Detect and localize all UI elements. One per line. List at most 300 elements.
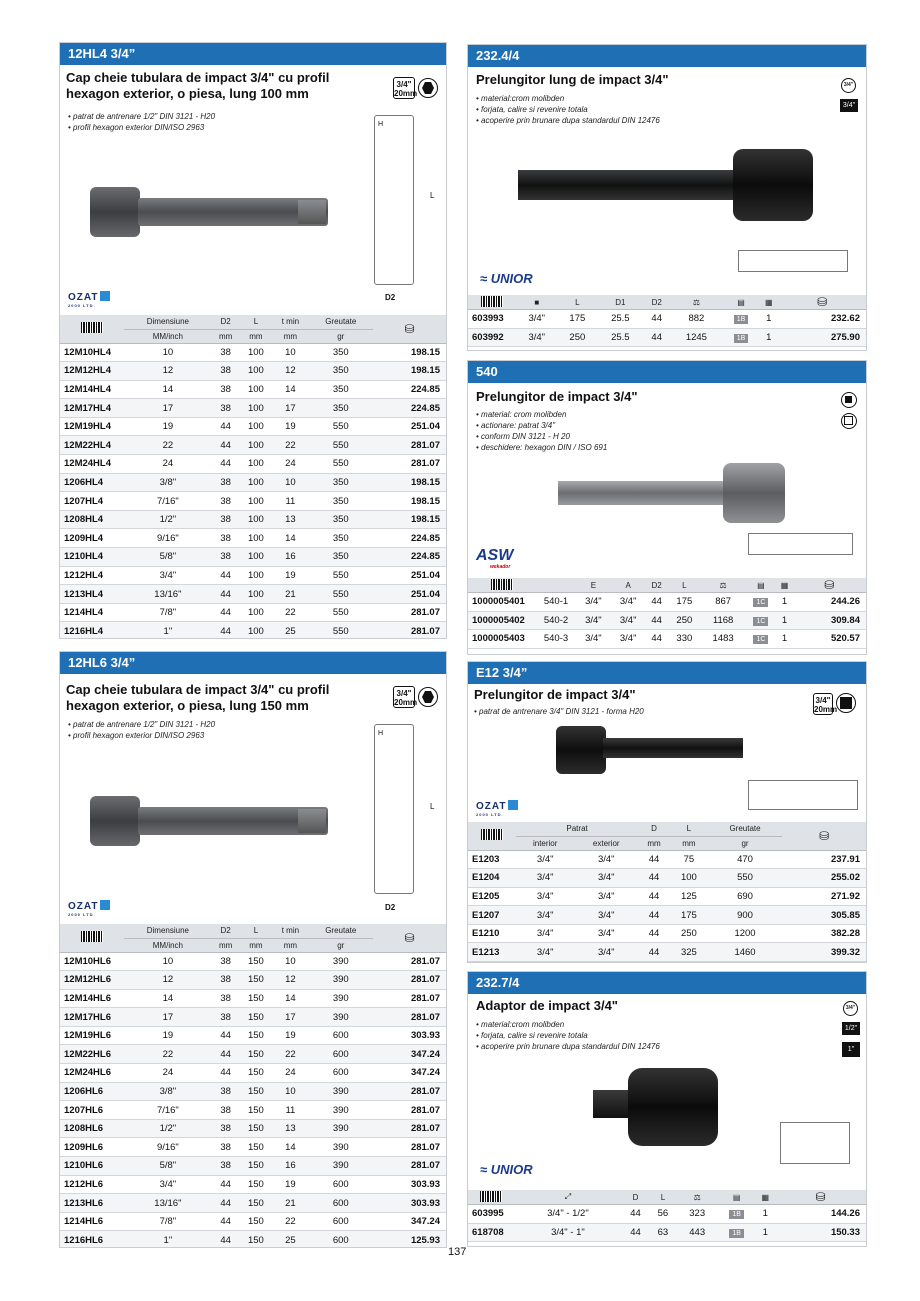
table-row [60, 603, 446, 622]
table-cell: 281.07 [373, 989, 446, 1008]
table-cell: 12M24HL6 [60, 1064, 124, 1083]
table-cell: 198.15 [373, 473, 446, 492]
table-cell: 14 [272, 529, 308, 548]
table-cell: 100 [239, 622, 272, 639]
table-cell: 3/4" [576, 593, 611, 612]
table-cell: 350 [308, 380, 373, 399]
table-cell: 281.07 [373, 436, 446, 455]
table-cell: 550 [708, 869, 782, 888]
table-cell: 21 [272, 1194, 308, 1213]
table-cell: 44 [212, 1231, 240, 1248]
table-row [468, 887, 866, 906]
table-cell: 3/4" [611, 593, 646, 612]
table-row [60, 362, 446, 381]
table-cell: 24 [272, 1064, 308, 1083]
table-cell: 600 [308, 1026, 373, 1045]
feature-list: • material: crom molibden • actionare: patrat 3/4" • conform DIN 3121 - H 20 • deschidere: hexagon DIN / ISO 691 [476, 410, 608, 452]
size-badge: 1" [842, 1042, 860, 1057]
feature-list: • patrat de antrenare 1/2" DIN 3121 - H20 • profil hexagon exterior DIN/ISO 2963 [68, 720, 216, 740]
table-cell: 38 [212, 399, 240, 418]
table-cell: 390 [308, 1157, 373, 1176]
section-header: 232.7/4 [468, 972, 866, 994]
table-cell: 1208HL6 [60, 1119, 124, 1138]
table-cell: 271.92 [782, 887, 866, 906]
size-badge: 3/4" 20mm [393, 77, 415, 99]
price-icon: ⛁ [775, 1190, 866, 1205]
product-title: Cap cheie tubulara de impact 3/4" cu profil hexagon exterior, o piesa, lung 150 mm [66, 682, 330, 713]
table-cell: 399.32 [782, 943, 866, 962]
table-cell: 17 [124, 399, 212, 418]
price-icon: ⛁ [373, 924, 446, 952]
technical-drawing [374, 724, 414, 894]
weight-icon: ⚖ [670, 295, 723, 310]
table-cell: 618708 [468, 1223, 514, 1242]
table-cell: 600 [308, 1175, 373, 1194]
table-cell: 38 [212, 952, 240, 971]
table-cell: 22 [272, 603, 308, 622]
table-cell: 350 [308, 492, 373, 511]
table-cell: 443 [677, 1223, 718, 1242]
price-table: ■ L D1 D2 ⚖ ▤ ▦ ⛁ 603993 3/4" 175 25.5 44 882 1B 1 232.62 603992 3/4" 250 25.5 44 1245 1B 1 275.90 [468, 295, 866, 347]
table-cell: 281.07 [373, 1101, 446, 1120]
technical-drawing [748, 533, 853, 555]
extension-head [723, 463, 785, 523]
table-cell: 100 [670, 869, 708, 888]
table-cell: 150 [239, 1026, 272, 1045]
table-cell: 38 [212, 343, 240, 362]
table-cell [745, 630, 776, 649]
table-row [60, 622, 446, 639]
table-cell: 603992 [468, 328, 516, 347]
table-cell: 22 [272, 1045, 308, 1064]
ozat-logo: OZAT 2000 LTD. [476, 800, 518, 817]
table-cell: 150 [239, 1045, 272, 1064]
product-title: Cap cheie tubulara de impact 3/4" cu profil hexagon exterior, o piesa, lung 100 mm [66, 70, 330, 101]
table-row [60, 1212, 446, 1231]
table-cell: 38 [212, 380, 240, 399]
table-cell: 1/2" [124, 510, 212, 529]
table-cell: 350 [308, 510, 373, 529]
table-cell: 3/4" [611, 611, 646, 630]
table-cell: 1208HL4 [60, 510, 124, 529]
page-number: 137 [448, 1246, 467, 1258]
table-row [60, 952, 446, 971]
table-cell: E1210 [468, 924, 516, 943]
adaptor-image [593, 1090, 633, 1118]
table-cell: 3/8" [124, 473, 212, 492]
table-cell: 12M22HL6 [60, 1045, 124, 1064]
table-row [468, 850, 866, 869]
table-row [60, 548, 446, 567]
section-540 [467, 360, 867, 655]
extension-image [558, 481, 728, 505]
table-cell: 1214HL4 [60, 603, 124, 622]
table-cell: 38 [212, 971, 240, 990]
table-cell: 390 [308, 1101, 373, 1120]
table-cell: 3/4" [516, 310, 558, 329]
table-cell: 1000005403 [468, 630, 536, 649]
table-cell: 198.15 [373, 362, 446, 381]
table-cell: 3/4" [516, 924, 574, 943]
table-cell: 12M10HL4 [60, 343, 124, 362]
table-cell: 330 [668, 630, 701, 649]
square-drive-icon: ■ [516, 295, 558, 310]
table-cell: 44 [212, 1026, 240, 1045]
table-cell: 1210HL6 [60, 1157, 124, 1176]
section-232-4-4 [467, 44, 867, 351]
price-table: Patrat D L Greutate ⛁ interior exterior mm mm gr E1203 3/4" 3/4" 44 75 470 237.91 E1204 3/4" 3/4" 44 100 550 255.02 E1205 3/4" 3/4" 44 125 690 271.92 E1207 3/4" 3/4" 44 175 900 305.85 E1210 3/4" 3/4" 44 250 1200 382.28 E1213 3/4" 3/4" 44 325 1460 399.32 [468, 822, 866, 962]
table-cell: 100 [239, 455, 272, 474]
table-cell: 690 [708, 887, 782, 906]
table-cell: 10 [272, 952, 308, 971]
table-cell: 323 [677, 1205, 718, 1224]
table-cell: 19 [272, 1026, 308, 1045]
table-cell: 100 [239, 492, 272, 511]
table-cell: 250 [668, 611, 701, 630]
table-cell: 150 [239, 1212, 272, 1231]
socket-image [90, 187, 140, 237]
table-cell: 350 [308, 362, 373, 381]
table-cell: 550 [308, 585, 373, 604]
drive-icon: 3/4" [843, 1001, 858, 1016]
table-row [468, 593, 866, 612]
table-cell: 347.24 [373, 1064, 446, 1083]
dim-h: H [378, 730, 384, 737]
table-cell: 24 [272, 455, 308, 474]
table-cell: 550 [308, 417, 373, 436]
table-cell: 16 [272, 1157, 308, 1176]
table-cell: 281.07 [373, 952, 446, 971]
price-table: ⤢ D L ⚖ ▤ ▦ ⛁ 603995 3/4" - 1/2" 44 56 323 1B 1 144.26 618708 3/4" - 1" 44 63 443 1B 1 150.33 [468, 1190, 866, 1242]
table-cell: 237.91 [782, 850, 866, 869]
table-cell: 550 [308, 436, 373, 455]
table-cell: 44 [646, 630, 668, 649]
table-cell: 390 [308, 952, 373, 971]
table-cell: 44 [212, 436, 240, 455]
table-cell: 175 [558, 310, 598, 329]
dim-h: H [378, 121, 384, 128]
table-cell: 867 [701, 593, 745, 612]
table-cell: 3/4" [611, 630, 646, 649]
table-row [468, 943, 866, 962]
table-row [60, 1119, 446, 1138]
table-cell: 470 [708, 850, 782, 869]
table-cell: 100 [239, 585, 272, 604]
table-cell: 390 [308, 1008, 373, 1027]
table-cell: 100 [239, 529, 272, 548]
table-cell: 390 [308, 989, 373, 1008]
table-cell: 38 [212, 1008, 240, 1027]
table-row [60, 1045, 446, 1064]
table-cell: 10 [272, 343, 308, 362]
table-cell: 19 [272, 566, 308, 585]
section-header: 12HL4 3/4” [60, 43, 446, 65]
adaptor-head [628, 1068, 718, 1146]
table-cell: 38 [212, 1082, 240, 1101]
extension-image [518, 170, 738, 200]
table-cell: 882 [670, 310, 723, 329]
table-cell: E1204 [468, 869, 516, 888]
table-cell: 100 [239, 473, 272, 492]
product-title: Adaptor de impact 3/4" [476, 998, 618, 1013]
table-cell: 303.93 [373, 1026, 446, 1045]
table-cell: 150 [239, 1157, 272, 1176]
package-icon: ▤ [718, 1190, 756, 1205]
section-e12 [467, 661, 867, 963]
package-code: 1B [729, 1210, 744, 1219]
technical-drawing [374, 115, 414, 285]
table-row [60, 510, 446, 529]
table-cell: 10 [124, 952, 212, 971]
table-cell: 250 [558, 328, 598, 347]
package-code: 1C [753, 617, 768, 626]
table-cell: 100 [239, 417, 272, 436]
table-cell: 9/16" [124, 1138, 212, 1157]
table-cell: 520.57 [792, 630, 866, 649]
table-cell: 1 [777, 593, 793, 612]
table-cell: 44 [646, 593, 668, 612]
hex-bit [298, 200, 326, 224]
table-cell: 390 [308, 971, 373, 990]
table-cell: 1213HL6 [60, 1194, 124, 1213]
table-cell: 1/2" [124, 1119, 212, 1138]
table-cell: 150 [239, 952, 272, 971]
table-cell: E1205 [468, 887, 516, 906]
table-cell: 7/8" [124, 1212, 212, 1231]
table-cell: 550 [308, 603, 373, 622]
barcode-icon [481, 296, 503, 307]
dim-d2: D2 [385, 903, 396, 912]
table-cell: 44 [638, 924, 670, 943]
table-cell: 63 [649, 1223, 676, 1242]
table-cell: 150 [239, 1082, 272, 1101]
table-cell: 150 [239, 1008, 272, 1027]
table-cell: 1209HL4 [60, 529, 124, 548]
table-cell: 198.15 [373, 492, 446, 511]
table-cell: 1212HL4 [60, 566, 124, 585]
table-cell: 1 [755, 1205, 775, 1224]
table-cell: 350 [308, 399, 373, 418]
technical-drawing [748, 780, 858, 810]
table-cell: 12M12HL4 [60, 362, 124, 381]
table-row [60, 989, 446, 1008]
table-cell: 5/8" [124, 548, 212, 567]
table-cell: 44 [212, 603, 240, 622]
table-cell: 44 [638, 869, 670, 888]
table-cell: 25.5 [597, 328, 643, 347]
table-row [60, 380, 446, 399]
table-cell: 12M14HL6 [60, 989, 124, 1008]
table-row [60, 971, 446, 990]
technical-drawing [780, 1122, 850, 1164]
price-icon: ⛁ [373, 315, 446, 343]
table-cell: 44 [638, 906, 670, 925]
table-cell: 1 [777, 611, 793, 630]
table-row [60, 1138, 446, 1157]
section-header: 232.4/4 [468, 45, 866, 67]
table-cell: 17 [272, 1008, 308, 1027]
table-cell: 25 [272, 1231, 308, 1248]
table-cell: 1216HL4 [60, 622, 124, 639]
product-title: Prelungitor de impact 3/4" [476, 389, 638, 404]
size-badge: 3/4" [840, 99, 858, 112]
table-cell: 309.84 [792, 611, 866, 630]
table-cell: 14 [124, 989, 212, 1008]
table-cell: 12 [272, 971, 308, 990]
table-cell [718, 1223, 756, 1242]
table-cell: 1212HL6 [60, 1175, 124, 1194]
table-cell: 44 [212, 455, 240, 474]
table-cell: 10 [124, 343, 212, 362]
table-cell: 17 [124, 1008, 212, 1027]
table-cell: 550 [308, 622, 373, 639]
package-icon: ▤ [723, 295, 759, 310]
asw-logo: ASW wekador [476, 547, 514, 570]
table-cell: 44 [638, 887, 670, 906]
table-cell: 281.07 [373, 1119, 446, 1138]
square-drive-icon [836, 693, 856, 713]
table-row [60, 1026, 446, 1045]
table-cell: 3/4" [124, 1175, 212, 1194]
table-cell: 12M24HL4 [60, 455, 124, 474]
table-cell: 38 [212, 510, 240, 529]
table-cell: 14 [124, 380, 212, 399]
table-cell: 281.07 [373, 622, 446, 639]
table-cell: 305.85 [782, 906, 866, 925]
table-cell: 390 [308, 1082, 373, 1101]
price-icon: ⛁ [782, 822, 866, 850]
table-row [468, 869, 866, 888]
table-cell: 1000005401 [468, 593, 536, 612]
table-cell: 3/4" [574, 887, 638, 906]
table-cell: 350 [308, 473, 373, 492]
table-cell: 38 [212, 1119, 240, 1138]
table-cell: 900 [708, 906, 782, 925]
table-cell: 44 [638, 943, 670, 962]
table-cell: 44 [212, 417, 240, 436]
table-cell: 38 [212, 473, 240, 492]
table-cell: 224.85 [373, 380, 446, 399]
unior-logo: ≈ UNIOR [480, 1162, 533, 1177]
table-cell: 3/4" [574, 924, 638, 943]
table-cell: 1209HL6 [60, 1138, 124, 1157]
table-row [468, 310, 866, 329]
table-cell: 22 [124, 436, 212, 455]
table-cell: 540-2 [536, 611, 576, 630]
table-row [60, 529, 446, 548]
section-232-7-4 [467, 971, 867, 1247]
table-cell: 44 [212, 566, 240, 585]
hexagon-icon [418, 687, 438, 707]
table-cell: 100 [239, 436, 272, 455]
table-cell: 100 [239, 510, 272, 529]
table-cell: 21 [272, 585, 308, 604]
table-cell: 150 [239, 1194, 272, 1213]
dim-d2: D2 [385, 293, 396, 302]
table-row [60, 473, 446, 492]
table-cell: 1216HL6 [60, 1231, 124, 1248]
table-cell: 19 [124, 417, 212, 436]
table-cell: 44 [212, 1175, 240, 1194]
table-cell: 7/16" [124, 1101, 212, 1120]
table-cell: 1 [759, 328, 778, 347]
table-cell: 1200 [708, 924, 782, 943]
barcode-icon [480, 1191, 502, 1202]
table-cell: 17 [272, 399, 308, 418]
table-cell: 22 [272, 1212, 308, 1231]
product-title: Prelungitor de impact 3/4" [474, 687, 636, 702]
table-cell: 3/4" [516, 850, 574, 869]
square-socket-icon [841, 413, 857, 429]
feature-list: • material:crom molibden • forjata, calire si revenire totala • acoperire prin brunare dupa standardul DIN 12476 [476, 94, 660, 125]
table-cell: 22 [124, 1045, 212, 1064]
table-cell: 3/4" [576, 630, 611, 649]
table-cell: 251.04 [373, 585, 446, 604]
socket-image [90, 796, 140, 846]
table-cell: 14 [272, 1138, 308, 1157]
table-row [468, 924, 866, 943]
table-cell: 1245 [670, 328, 723, 347]
table-cell: 38 [212, 548, 240, 567]
package-code: 1B [734, 334, 749, 343]
table-row [468, 906, 866, 925]
table-cell: 3/4" [124, 566, 212, 585]
table-cell: 350 [308, 548, 373, 567]
table-cell: 100 [239, 603, 272, 622]
package-icon: ▤ [745, 578, 776, 593]
price-table: Dimensiune D2 L t min Greutate ⛁ MM/inch mm mm mm gr 12M10HL4 10 38 100 10 350 198.15 12M12HL4 12 38 100 12 350 198.15 12M14HL4 14 38 100 14 350 224.85 12M17HL4 17 38 100 17 350 224.85 12M19HL4 19 44 100 19 550 251.04 12M22HL4 22 44 100 22 550 281.07 12M24HL4 24 44 100 24 550 281.07 1206HL4 3/8" 38 100 10 350 198.15 1207HL4 7/16" 38 100 11 350 198.15 1208HL4 1/2" 38 100 13 350 198.15 1209HL4 9/16" 38 100 14 350 224.85 1210HL4 5/8" 38 100 16 350 224.85 1212HL4 3/4" 44 100 19 550 251.04 1213HL4 13/16" 44 100 21 550 251.04 1214HL4 7/8" 44 100 22 550 281.07 1216HL4 1" 44 100 25 550 281.07 [60, 315, 446, 639]
barcode-icon [81, 931, 103, 942]
table-cell: 38 [212, 529, 240, 548]
table-cell: 600 [308, 1045, 373, 1064]
table-row [60, 1231, 446, 1248]
table-cell: 38 [212, 1138, 240, 1157]
table-cell: 281.07 [373, 1008, 446, 1027]
table-cell: 3/4" [516, 869, 574, 888]
table-cell [745, 611, 776, 630]
table-cell: 3/4" [516, 328, 558, 347]
table-cell: 540-1 [536, 593, 576, 612]
table-cell [723, 328, 759, 347]
table-row [468, 1223, 866, 1242]
table-cell: 550 [308, 566, 373, 585]
table-row [60, 455, 446, 474]
table-row [60, 1175, 446, 1194]
table-cell: 303.93 [373, 1194, 446, 1213]
table-cell: 38 [212, 1157, 240, 1176]
barcode-icon [481, 829, 503, 840]
table-cell: 100 [239, 362, 272, 381]
table-row [468, 1205, 866, 1224]
table-cell: 3/4" [516, 943, 574, 962]
table-row [60, 566, 446, 585]
table-row [60, 1157, 446, 1176]
table-cell: 600 [308, 1194, 373, 1213]
hex-bit [298, 809, 326, 833]
table-row [60, 417, 446, 436]
table-cell: 13 [272, 1119, 308, 1138]
table-cell: 224.85 [373, 529, 446, 548]
table-cell: 44 [646, 611, 668, 630]
weight-icon: ⚖ [677, 1190, 718, 1205]
table-cell: 600 [308, 1231, 373, 1248]
table-cell: 22 [272, 436, 308, 455]
table-cell: 281.07 [373, 603, 446, 622]
table-cell: 7/16" [124, 492, 212, 511]
table-row [60, 585, 446, 604]
table-cell: 5/8" [124, 1157, 212, 1176]
table-cell: 44 [643, 328, 669, 347]
